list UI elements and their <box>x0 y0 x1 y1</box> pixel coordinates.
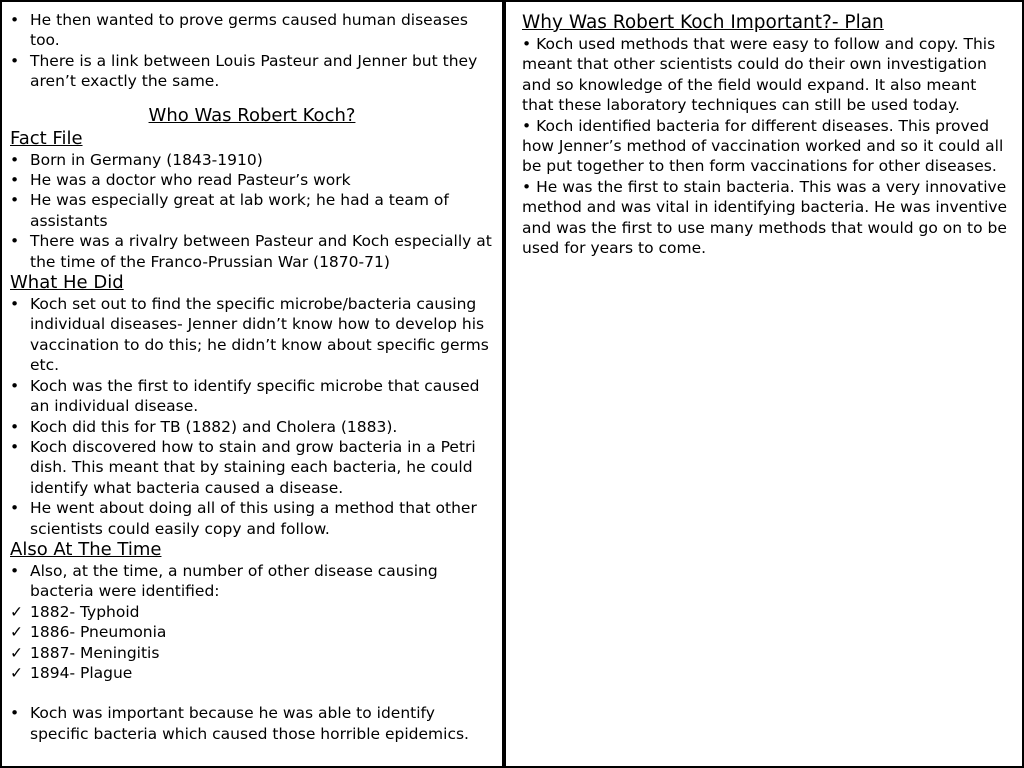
right-panel <box>506 2 1022 766</box>
bullet-icon: • <box>10 11 20 29</box>
plan-paragraph <box>522 116 1010 177</box>
list-item-text: Koch was important because he was able to identify specific bacteria which caused those horrible epidemics. <box>30 704 469 743</box>
list-item <box>10 51 494 92</box>
bullet-icon: • <box>10 171 20 190</box>
check-item <box>10 663 494 683</box>
bullet-icon: • <box>10 704 20 723</box>
list-item <box>10 294 494 376</box>
check-item-text: 1894- Plague <box>30 663 133 682</box>
list-item-text: He was especially great at lab work; he had a team of assistants <box>30 191 449 230</box>
closing-list <box>10 703 494 744</box>
list-item <box>10 190 494 231</box>
bullet-icon: • <box>10 561 20 580</box>
bullet-icon: • <box>522 35 532 53</box>
check-item-text: 1882- Typhoid <box>30 602 140 621</box>
plan-paragraph <box>522 34 1010 116</box>
what-he-did-heading: What He Did <box>10 272 124 294</box>
section-title: Who Was Robert Koch? <box>148 104 356 126</box>
list-item-text: Also, at the time, a number of other disease causing bacteria were identified: <box>30 561 438 601</box>
bullet-icon: • <box>10 499 20 518</box>
checkmark-icon: ✓ <box>10 643 23 662</box>
intro-list <box>10 10 494 92</box>
list-item <box>10 170 494 190</box>
check-item <box>10 622 494 642</box>
list-item <box>10 150 494 170</box>
checkmark-icon: ✓ <box>10 602 23 621</box>
check-item-text: 1887- Meningitis <box>30 643 160 662</box>
list-item <box>10 231 494 272</box>
list-item <box>10 498 494 539</box>
list-item-text: Koch set out to find the specific microbe/bacteria causing individual diseases- Jenner didn’t know how to develop his vaccination to do this; he didn’t know about specific germs etc. <box>30 295 489 375</box>
list-item-text: Born in Germany (1843-1910) <box>30 150 263 169</box>
list-item <box>10 10 494 51</box>
list-item <box>10 703 494 744</box>
plan-heading: Why Was Robert Koch Important?- Plan <box>522 12 884 33</box>
also-at-the-time-heading: Also At The Time <box>10 538 162 560</box>
plan-paragraph <box>522 177 1010 259</box>
checkmark-icon: ✓ <box>10 623 23 642</box>
check-item-text: 1886- Pneumonia <box>30 623 167 642</box>
what-he-did-list <box>10 294 494 539</box>
checkmark-icon: ✓ <box>10 663 23 682</box>
plan-paragraph-text: He was the first to stain bacteria. This was a very innovative method and was vital in identifying bacteria. He was inventive and was the first to use many methods that would go on to be used for years to come. <box>522 177 1008 258</box>
check-item <box>10 643 494 663</box>
list-item-text: There was a rivalry between Pasteur and Koch especially at the time of the Franco-Prussian War (1870-71) <box>30 232 492 271</box>
bullet-icon: • <box>522 177 532 196</box>
list-item-text: He then wanted to prove germs caused human diseases too. <box>30 11 468 50</box>
list-item-text: There is a link between Louis Pasteur and Jenner but they aren’t exactly the same. <box>30 51 478 91</box>
list-item-text: Koch did this for TB (1882) and Cholera (1883). <box>30 417 398 436</box>
list-item-text: He went about doing all of this using a method that other scientists could easily copy and follow. <box>30 499 477 538</box>
list-item-text: He was a doctor who read Pasteur’s work <box>30 171 351 190</box>
spacer <box>10 683 494 703</box>
bullet-icon: • <box>10 51 20 70</box>
check-item <box>10 602 494 622</box>
list-item <box>10 561 494 602</box>
list-item <box>10 376 494 417</box>
list-item <box>10 437 494 498</box>
plan-paragraph-text: Koch identified bacteria for different diseases. This proved how Jenner’s method of vaccination worked and so it could all be put together to then form vaccinations for other diseases. <box>522 116 1004 176</box>
bullet-icon: • <box>10 295 20 314</box>
bullet-icon: • <box>10 150 20 169</box>
bullet-icon: • <box>10 437 20 456</box>
bullet-icon: • <box>522 116 532 135</box>
fact-file-list <box>10 150 494 272</box>
bullet-icon: • <box>10 232 20 251</box>
plan-paragraph-text: Koch used methods that were easy to follow and copy. This meant that other scientists could do their own investigation and so knowledge of the field would expand. It also meant that these laboratory techniques can still be used today. <box>522 35 996 115</box>
bullet-icon: • <box>10 191 20 210</box>
fact-file-heading: Fact File <box>10 127 83 149</box>
left-panel <box>2 2 502 766</box>
bullet-icon: • <box>10 376 20 395</box>
list-item <box>10 417 494 437</box>
list-item-text: Koch was the first to identify specific microbe that caused an individual disease. <box>30 376 480 416</box>
also-at-the-time-list <box>10 561 494 683</box>
bullet-icon: • <box>10 417 20 436</box>
list-item-text: Koch discovered how to stain and grow bacteria in a Petri dish. This meant that by staining each bacteria, he could identify what bacteria caused a disease. <box>30 437 476 497</box>
